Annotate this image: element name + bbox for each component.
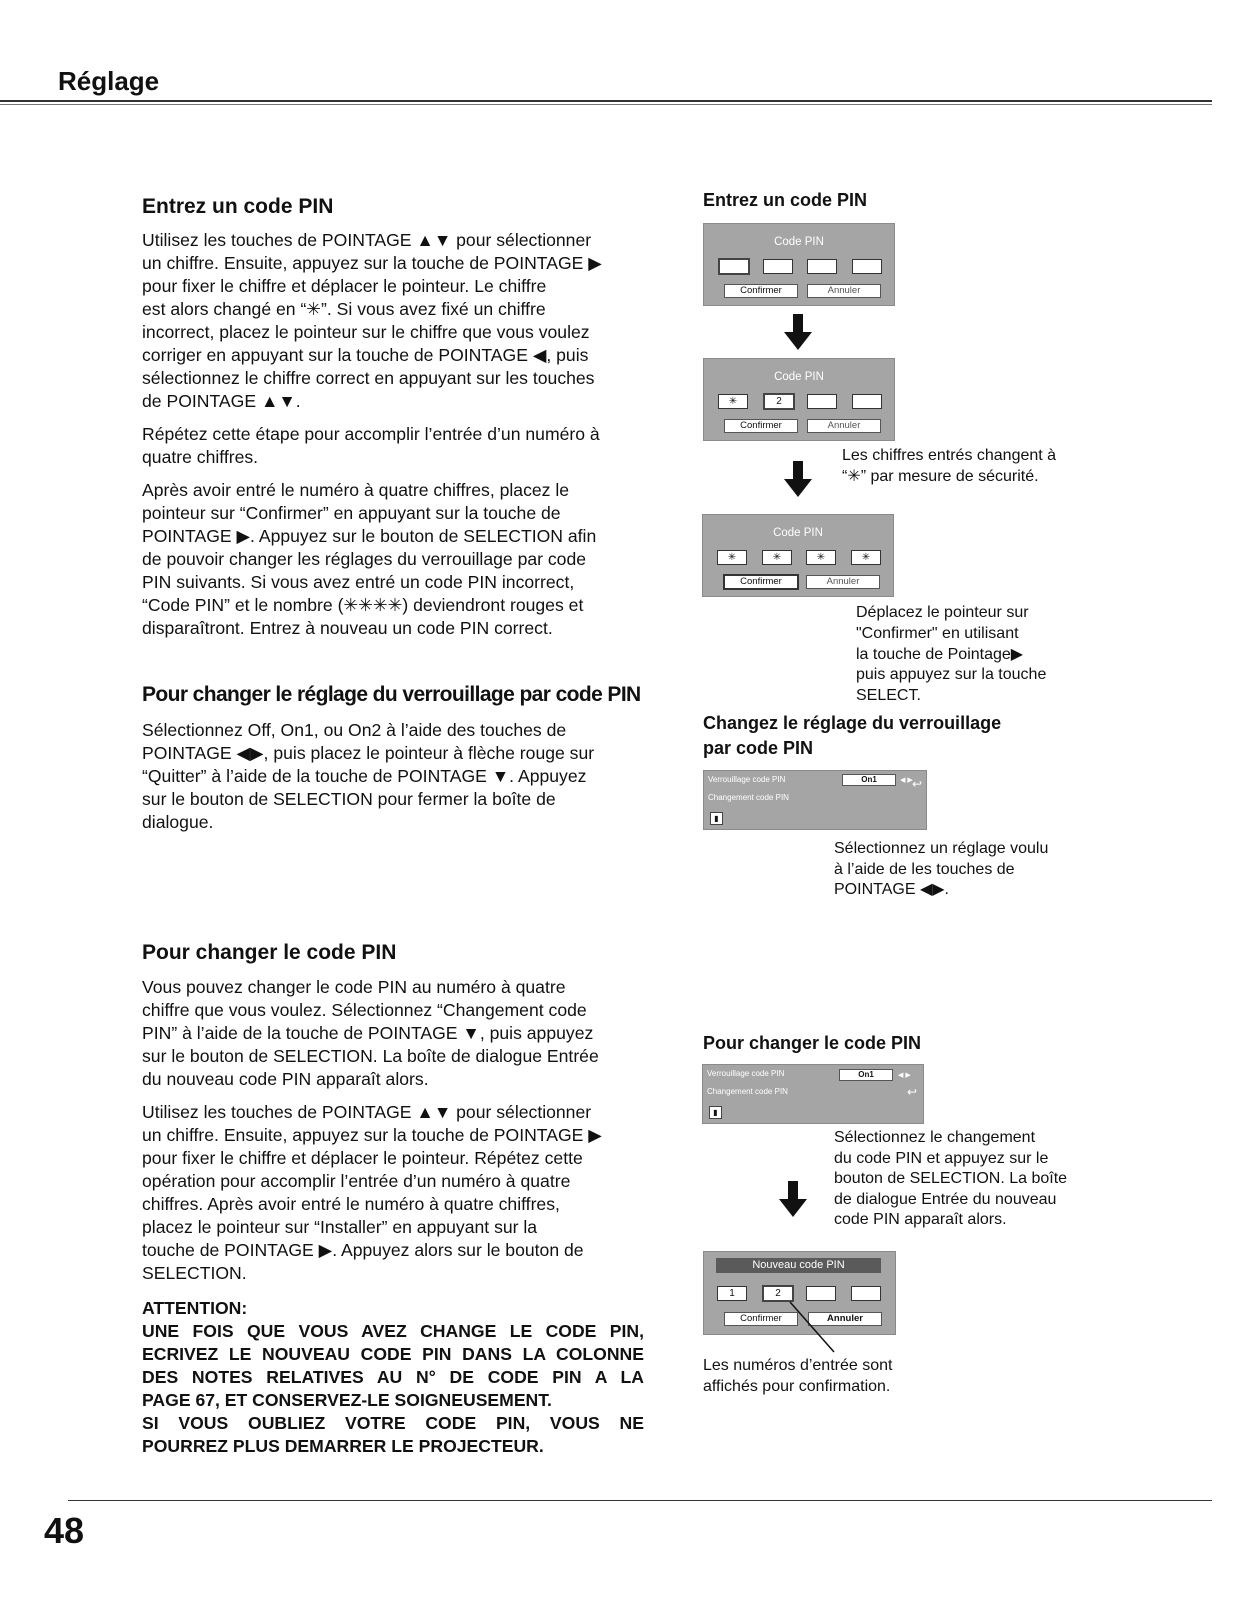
figure-title: Entrez un code PIN xyxy=(703,190,868,210)
figure-caption xyxy=(856,603,1046,707)
text-line: incorrect, placez le pointeur sur le chiffre que vous voulez xyxy=(142,322,590,342)
text-line: “Code PIN” et le nombre (✳✳✳✳) deviendront rouges et xyxy=(142,595,584,615)
dialog-title: Code PIN xyxy=(773,527,823,539)
text-line: Sélectionnez un réglage voulu xyxy=(834,840,1049,857)
down-arrow-icon xyxy=(777,1181,809,1217)
text-line: SELECTION. xyxy=(142,1263,247,1283)
cancel-button[interactable]: Annuler xyxy=(808,1312,882,1326)
pin-digit-box[interactable] xyxy=(763,259,793,274)
confirm-button[interactable]: Confirmer xyxy=(723,574,799,590)
text-line: Utilisez les touches de POINTAGE ▲▼ pour sélectionner xyxy=(142,1102,592,1122)
text-line: corriger en appuyant sur la touche de POINTAGE ◀, puis xyxy=(142,345,589,365)
text-line: dialogue. xyxy=(142,812,214,832)
paragraph xyxy=(142,423,662,469)
text-line: Utilisez les touches de POINTAGE ▲▼ pour sélectionner xyxy=(142,230,592,250)
confirm-button[interactable]: Confirmer xyxy=(724,419,798,433)
pin-dialog-step2 xyxy=(703,358,895,441)
text-line: chiffre que vous voulez. Sélectionnez “Changement code xyxy=(142,1000,587,1020)
text-line: Répétez cette étape pour accomplir l’entrée d’un numéro à xyxy=(142,424,600,444)
pin-digit-box[interactable]: 2 xyxy=(763,393,795,410)
pin-digit-box[interactable] xyxy=(852,259,882,274)
text-line: sur le bouton de SELECTION. La boîte de dialogue Entrée xyxy=(142,1046,599,1066)
text-line: opération pour accomplir l’entrée d’un numéro à quatre xyxy=(142,1171,571,1191)
figure-caption xyxy=(834,839,1048,901)
pin-digit-box[interactable] xyxy=(807,259,837,274)
attention-block xyxy=(142,1297,644,1458)
text-line: est alors changé en “✳”. Si vous avez fixé un chiffre xyxy=(142,299,546,319)
text-line: Les numéros d’entrée sont xyxy=(703,1357,893,1374)
cancel-button[interactable]: Annuler xyxy=(806,575,880,589)
pin-dialog-step3 xyxy=(702,514,894,597)
return-arrow-icon: ↩ xyxy=(907,1085,918,1099)
pin-digit-box[interactable]: ✳ xyxy=(718,394,748,409)
figure-caption xyxy=(834,1128,1067,1231)
text-line: code PIN apparaît alors. xyxy=(834,1211,1007,1229)
text-line: de pouvoir changer les réglages du verrouillage par code xyxy=(142,549,587,569)
text-line: Après avoir entré le numéro à quatre chiffres, placez le xyxy=(142,480,570,500)
text-line: puis appuyez sur la touche xyxy=(856,666,1047,684)
pin-change-menu xyxy=(702,1064,924,1124)
text-line: pour fixer le chiffre et déplacer le pointeur. Le chiffre xyxy=(142,276,547,296)
paragraph xyxy=(142,479,662,640)
paragraph xyxy=(142,976,644,1091)
text-line: bouton de SELECTION. La boîte xyxy=(834,1170,1068,1188)
text-line: sur le bouton de SELECTION pour fermer la boîte de xyxy=(142,789,556,809)
pin-digit-box[interactable] xyxy=(806,1286,836,1301)
text-line: SI VOUS OUBLIEZ VOTRE CODE PIN, VOUS NE xyxy=(142,1413,644,1433)
text-line: Changez le réglage du verrouillage xyxy=(703,713,1002,733)
text-line: ECRIVEZ LE NOUVEAU CODE PIN DANS LA COLONNE xyxy=(142,1344,644,1364)
page-number: 48 xyxy=(44,1510,85,1551)
menu-row-lock[interactable]: Verrouillage code PIN xyxy=(707,1069,785,1078)
text-line: pour fixer le chiffre et déplacer le pointeur. Répétez cette xyxy=(142,1148,583,1168)
dialog-title: Nouveau code PIN xyxy=(716,1258,881,1273)
text-line: du code PIN et appuyez sur le xyxy=(834,1149,1049,1167)
return-arrow-icon: ↩ xyxy=(912,777,923,791)
cancel-button[interactable]: Annuler xyxy=(807,284,881,298)
left-right-arrows-icon: ◀ ▶ xyxy=(898,1072,911,1079)
text-line: SELECT. xyxy=(856,687,921,705)
menu-row-lock[interactable]: Verrouillage code PIN xyxy=(708,775,786,784)
text-line: affichés pour confirmation. xyxy=(703,1378,891,1395)
text-line: touche de POINTAGE ▶. Appuyez alors sur le bouton de xyxy=(142,1240,584,1260)
attention-title: ATTENTION: xyxy=(142,1298,248,1318)
text-line: Vous pouvez changer le code PIN au numéro à quatre xyxy=(142,977,566,997)
text-line: DES NOTES RELATIVES AU N° DE CODE PIN A LA xyxy=(142,1367,644,1387)
lock-value-select[interactable]: On1 xyxy=(842,774,896,786)
pin-digit-box[interactable] xyxy=(852,394,882,409)
text-line: disparaîtront. Entrez à nouveau un code PIN correct. xyxy=(142,618,553,638)
text-line: "Confirmer" en utilisant xyxy=(856,624,1019,642)
text-line: Sélectionnez le changement xyxy=(834,1129,1036,1146)
text-line: pointeur sur “Confirmer” en appuyant sur la touche de xyxy=(142,503,561,523)
text-line: POURREZ PLUS DEMARRER LE PROJECTEUR. xyxy=(142,1436,544,1456)
confirm-button[interactable]: Confirmer xyxy=(724,1312,798,1326)
figure-title xyxy=(703,711,1001,761)
footer-rule xyxy=(68,1500,1212,1501)
text-line: POINTAGE ▶. Appuyez sur le bouton de SELECTION afin xyxy=(142,526,597,546)
text-line: chiffres. Après avoir entré le numéro à quatre chiffres, xyxy=(142,1194,560,1214)
text-line: PAGE 67, ET CONSERVEZ-LE SOIGNEUSEMENT. xyxy=(142,1390,552,1410)
text-line: “Quitter” à l’aide de la touche de POINTAGE ▼. Appuyez xyxy=(142,766,587,786)
text-line: Les chiffres entrés changent à xyxy=(842,447,1057,464)
text-line: PIN” à l’aide de la touche de POINTAGE ▼, puis appuyez xyxy=(142,1023,594,1043)
text-line: UNE FOIS QUE VOUS AVEZ CHANGE LE CODE PIN, xyxy=(142,1321,644,1341)
section-change-pin xyxy=(142,941,644,1458)
section-enter-pin xyxy=(142,195,662,650)
down-arrow-icon xyxy=(782,461,814,497)
text-line: POINTAGE ◀▶, puis placez le pointeur à flèche rouge sur xyxy=(142,743,595,763)
menu-row-change[interactable]: Changement code PIN xyxy=(708,793,789,802)
text-line: du nouveau code PIN apparaît alors. xyxy=(142,1069,429,1089)
text-line: Sélectionnez Off, On1, ou On2 à l’aide des touches de xyxy=(142,720,567,740)
pin-lock-menu xyxy=(703,770,927,830)
paragraph xyxy=(142,1101,644,1285)
text-line: POINTAGE ◀▶. xyxy=(834,881,949,898)
pin-digit-box[interactable]: ✳ xyxy=(717,550,747,565)
exit-icon[interactable]: ▮ xyxy=(709,1106,722,1119)
text-line: la touche de Pointage▶ xyxy=(856,645,1024,663)
pin-digit-box[interactable]: 1 xyxy=(717,1286,747,1301)
pin-digit-box[interactable] xyxy=(807,394,837,409)
text-line: de POINTAGE ▲▼. xyxy=(142,391,301,411)
section-heading: Pour changer le réglage du verrouillage par code PIN xyxy=(142,683,641,706)
header-rule xyxy=(0,100,1212,102)
text-line: placez le pointeur sur “Installer” en appuyant sur la xyxy=(142,1217,538,1237)
dialog-title: Code PIN xyxy=(774,371,824,383)
down-arrow-icon xyxy=(782,314,814,350)
dialog-title: Code PIN xyxy=(774,236,824,248)
section-lock-setting xyxy=(142,683,682,844)
cancel-button[interactable]: Annuler xyxy=(807,419,881,433)
text-line: un chiffre. Ensuite, appuyez sur la touche de POINTAGE ▶ xyxy=(142,253,602,273)
figure-caption xyxy=(842,445,1056,487)
text-line: de dialogue Entrée du nouveau xyxy=(834,1190,1057,1208)
paragraph xyxy=(142,719,682,834)
pin-digit-box[interactable]: ✳ xyxy=(806,550,836,565)
confirm-button[interactable]: Confirmer xyxy=(724,284,798,298)
text-line: “✳” par mesure de sécurité. xyxy=(842,468,1039,485)
pin-digit-box[interactable] xyxy=(851,1286,881,1301)
menu-row-change[interactable]: Changement code PIN xyxy=(707,1087,788,1096)
text-line: quatre chiffres. xyxy=(142,447,259,467)
left-right-arrows-icon: ◀ ▶ xyxy=(900,777,913,784)
pin-digit-box[interactable]: ✳ xyxy=(762,550,792,565)
lock-value-select[interactable]: On1 xyxy=(839,1069,893,1081)
figure-title: Pour changer le code PIN xyxy=(703,1033,922,1053)
paragraph xyxy=(142,229,662,413)
text-line: à l’aide de les touches de xyxy=(834,860,1015,878)
pin-digit-box[interactable] xyxy=(718,258,750,275)
pin-digit-box[interactable]: ✳ xyxy=(851,550,881,565)
pin-dialog-step1 xyxy=(703,223,895,306)
text-line: sélectionnez le chiffre correct en appuyant sur les touches xyxy=(142,368,595,388)
figure-caption xyxy=(703,1355,892,1397)
text-line: PIN suivants. Si vous avez entré un code PIN incorrect, xyxy=(142,572,575,592)
section-heading: Pour changer le code PIN xyxy=(142,941,397,964)
section-heading: Entrez un code PIN xyxy=(142,195,334,218)
page-title: Réglage xyxy=(58,66,160,96)
text-line: par code PIN xyxy=(703,738,814,758)
pin-digit-box[interactable]: 2 xyxy=(762,1285,794,1302)
text-line: un chiffre. Ensuite, appuyez sur la touche de POINTAGE ▶ xyxy=(142,1125,602,1145)
text-line: Déplacez le pointeur sur xyxy=(856,604,1029,621)
exit-icon[interactable]: ▮ xyxy=(710,812,723,825)
header-rule-thin xyxy=(0,104,1212,105)
callout-line xyxy=(788,1300,838,1356)
